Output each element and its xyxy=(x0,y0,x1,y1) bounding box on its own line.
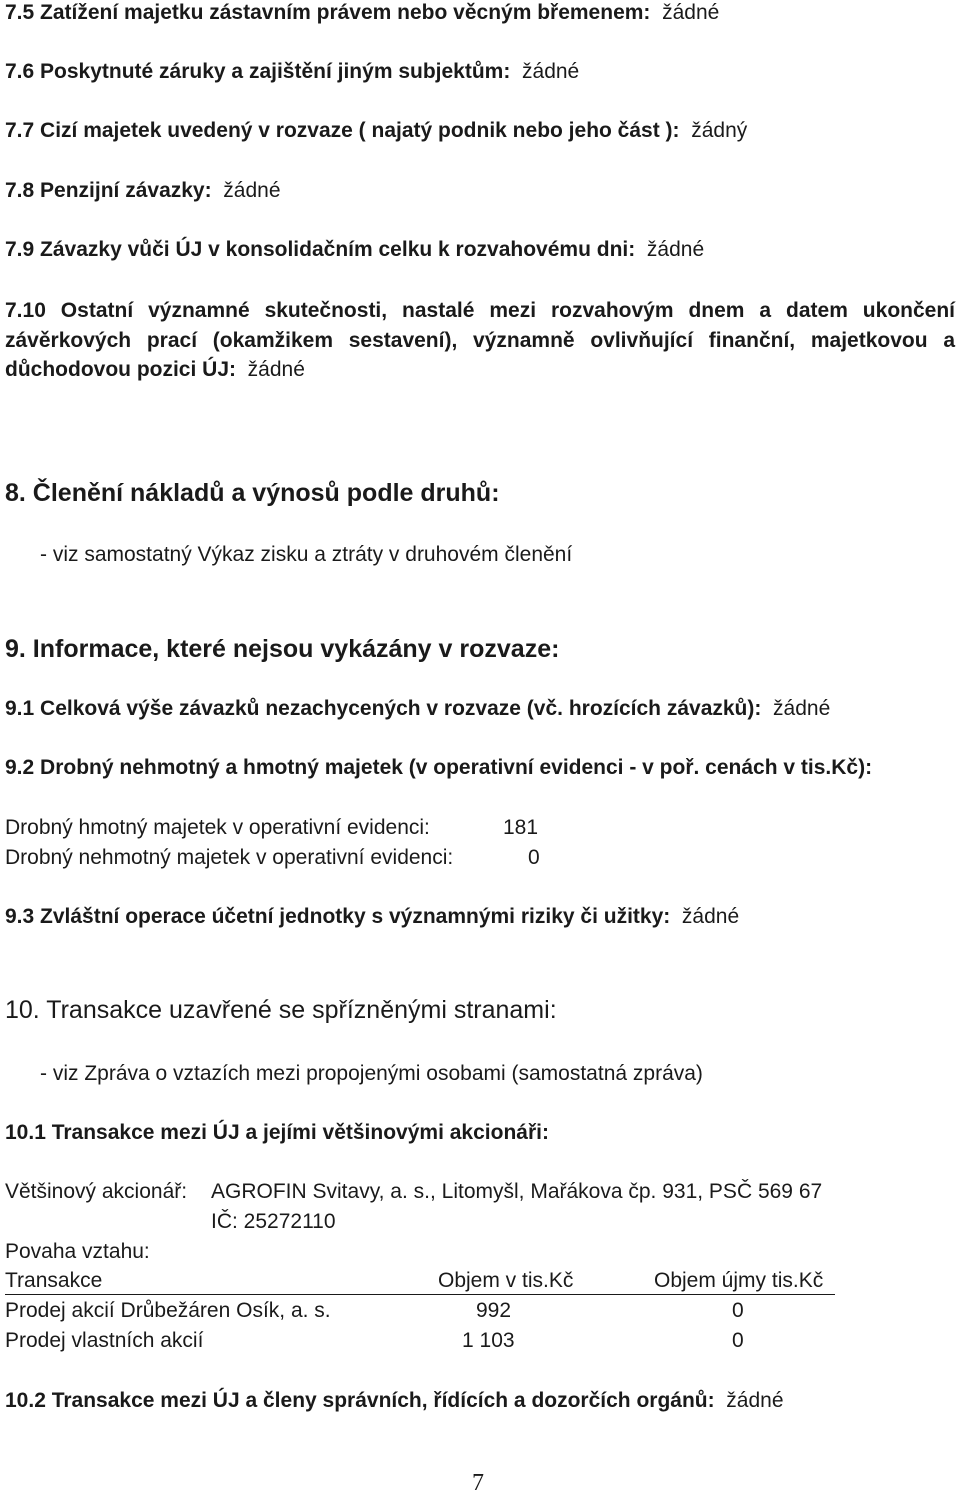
item-9-3-label: 9.3 Zvláštní operace účetní jednotky s významnými riziky či užitky: xyxy=(5,905,671,928)
table-row-1-objem: 992 xyxy=(476,1299,512,1322)
section-9-heading: 9. Informace, které nejsou vykázány v rozvaze: xyxy=(5,635,560,663)
item-7-6-label: 7.6 Poskytnuté záruky a zajištění jiným subjektům: xyxy=(5,60,511,83)
table-row-2-objem: 1 103 xyxy=(462,1329,515,1352)
table-header-rule xyxy=(5,1294,835,1295)
item-10-2 xyxy=(5,1388,784,1414)
item-7-7-label: 7.7 Cizí majetek uvedený v rozvaze ( najatý podnik nebo jeho část ): xyxy=(5,119,680,142)
hmotny-majetek-value: 181 xyxy=(503,816,539,839)
item-9-2: 9.2 Drobný nehmotný a hmotný majetek (v operativní evidenci - v poř. cenách v tis.Kč): xyxy=(5,756,873,779)
table-header-objem: Objem v tis.Kč xyxy=(438,1269,574,1292)
item-7-8-value: žádné xyxy=(223,179,281,202)
table-header-objem-ujmy: Objem újmy tis.Kč xyxy=(654,1269,824,1292)
akcionar-ic: IČ: 25272110 xyxy=(211,1210,336,1233)
table-row-2-transakce: Prodej vlastních akcií xyxy=(5,1329,204,1352)
section-8-note: - viz samostatný Výkaz zisku a ztráty v druhovém členění xyxy=(40,543,573,566)
table-row-1-ujma: 0 xyxy=(732,1299,744,1322)
item-9-1-label: 9.1 Celková výše závazků nezachycených v rozvaze (vč. hrozících závazků): xyxy=(5,697,762,720)
section-10-note: - viz Zpráva o vztazích mezi propojenými osobami (samostatná zpráva) xyxy=(40,1062,703,1085)
item-7-10-line2: závěrkových prací (okamžikem sestavení), významně ovlivňující finanční, majetkovou a xyxy=(5,329,955,352)
section-8-heading: 8. Členění nákladů a výnosů podle druhů: xyxy=(5,479,500,507)
table-header-transakce: Transakce xyxy=(5,1269,103,1292)
item-7-8-label: 7.8 Penzijní závazky: xyxy=(5,179,212,202)
item-7-6-value: žádné xyxy=(522,60,580,83)
hmotny-majetek-label: Drobný hmotný majetek v operativní evidenci: xyxy=(5,816,430,839)
akcionar-value: AGROFIN Svitavy, a. s., Litomyšl, Mařákova čp. 931, PSČ 569 67 xyxy=(211,1180,823,1203)
table-row-1-transakce: Prodej akcií Drůbežáren Osík, a. s. xyxy=(5,1299,331,1322)
item-7-7 xyxy=(5,118,747,144)
item-7-5-value: žádné xyxy=(662,1,720,24)
item-9-1 xyxy=(5,696,830,722)
item-7-10-value: žádné xyxy=(247,358,305,381)
item-7-6 xyxy=(5,59,579,85)
item-7-9-value: žádné xyxy=(646,238,705,261)
nehmotny-majetek-value: 0 xyxy=(528,846,540,869)
nehmotny-majetek-label: Drobný nehmotný majetek v operativní evidenci: xyxy=(5,846,454,869)
item-7-10-line3 xyxy=(5,357,305,383)
item-7-10-label: důchodovou pozici ÚJ: xyxy=(5,358,236,381)
item-7-8 xyxy=(5,178,281,204)
item-10-2-value: žádné xyxy=(726,1389,784,1412)
item-7-9 xyxy=(5,237,704,263)
item-7-10-line1: 7.10 Ostatní významné skutečnosti, nastalé mezi rozvahovým dnem a datem ukončení xyxy=(5,299,955,322)
item-10-1: 10.1 Transakce mezi ÚJ a jejími většinovými akcionáři: xyxy=(5,1121,549,1144)
page-number: 7 xyxy=(472,1470,484,1496)
item-7-9-label: 7.9 Závazky vůči ÚJ v konsolidačním celku k rozvahovému dni: xyxy=(5,238,636,261)
section-10-heading: 10. Transakce uzavřené se spřízněnými stranami: xyxy=(5,996,557,1024)
item-10-2-label: 10.2 Transakce mezi ÚJ a členy správních, řídících a dozorčích orgánů: xyxy=(5,1389,715,1412)
table-row-2-ujma: 0 xyxy=(732,1329,744,1352)
item-7-5-label: 7.5 Zatížení majetku zástavním právem nebo věcným břemenem: xyxy=(5,1,651,24)
item-9-1-value: žádné xyxy=(773,697,831,720)
povaha-vztahu-label: Povaha vztahu: xyxy=(5,1240,150,1263)
item-9-3 xyxy=(5,904,739,930)
item-7-7-value: žádný xyxy=(691,119,748,142)
akcionar-label: Většinový akcionář: xyxy=(5,1180,188,1203)
item-9-3-value: žádné xyxy=(681,905,740,928)
item-7-5 xyxy=(5,0,719,26)
